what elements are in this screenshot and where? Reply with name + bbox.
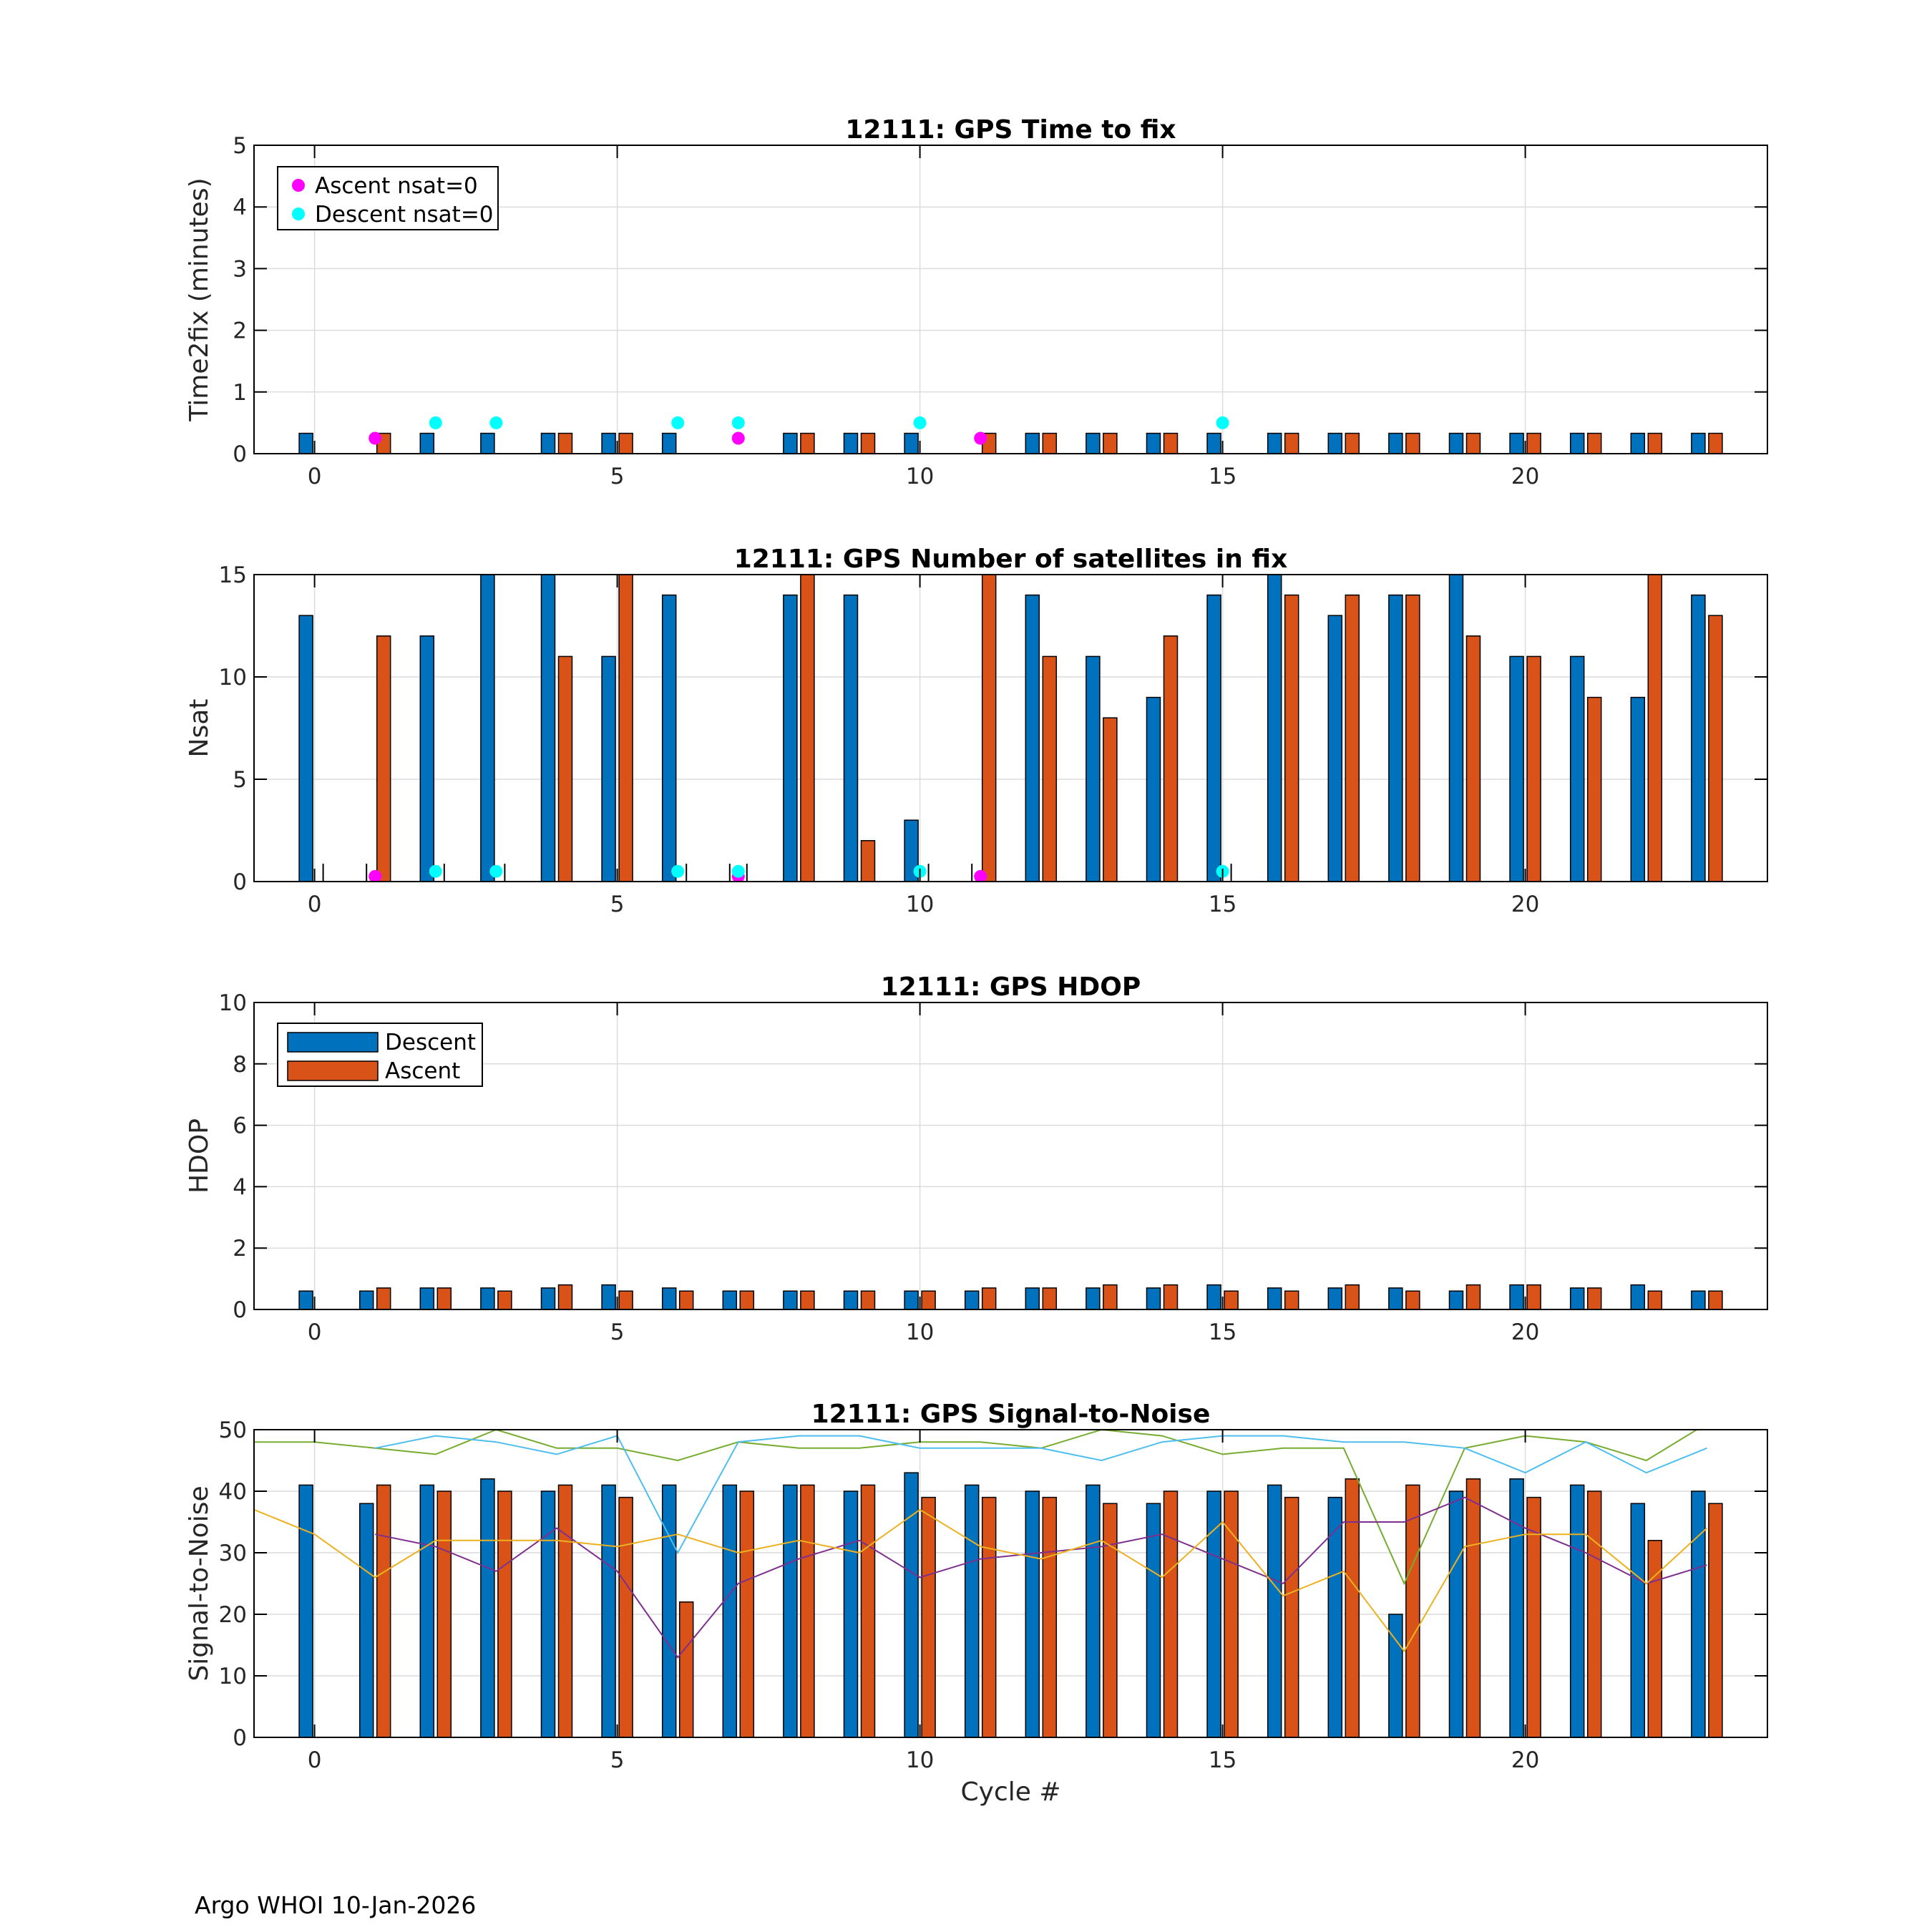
bar-descent-14	[1147, 1503, 1161, 1737]
bar-ascent-16	[1285, 1291, 1299, 1309]
bar-ascent-6	[680, 1291, 693, 1309]
bar-ascent-12	[1043, 434, 1056, 454]
y-axis-label: Nsat	[185, 698, 214, 758]
bar-ascent-17	[1345, 1285, 1359, 1309]
bar-ascent-13	[1103, 434, 1117, 454]
bar-descent-5	[602, 434, 615, 454]
legend-label: Ascent	[385, 1058, 461, 1084]
y-axis-label: Time2fix (minutes)	[185, 177, 214, 421]
legend	[278, 167, 498, 230]
bar-ascent-8	[801, 434, 814, 454]
bar-descent-7	[723, 1485, 736, 1737]
bar-ascent-2	[437, 1288, 451, 1309]
bar-descent-20	[1510, 656, 1523, 882]
legend	[278, 1023, 482, 1086]
bar-descent-9	[844, 1491, 858, 1737]
bar-descent-16	[1268, 575, 1282, 882]
bar-descent-4	[542, 1491, 555, 1737]
x-tick-label: 10	[905, 1747, 935, 1773]
bar-ascent-5	[619, 1498, 633, 1737]
bar-descent-19	[1450, 1291, 1463, 1309]
bar-descent-11	[965, 1485, 979, 1737]
y-tick-label: 10	[218, 1664, 247, 1689]
y-tick-label: 0	[233, 1297, 247, 1323]
x-tick-label: 0	[307, 1747, 322, 1773]
bar-descent-17	[1328, 434, 1342, 454]
bar-descent-13	[1086, 1485, 1100, 1737]
descent-nsat0-marker-7	[732, 416, 745, 429]
bar-descent-12	[1025, 1288, 1039, 1309]
x-tick-label: 15	[1208, 1747, 1237, 1773]
bar-ascent-15	[1224, 1491, 1238, 1737]
bar-ascent-16	[1285, 595, 1299, 882]
x-tick-label: 15	[1208, 1319, 1237, 1345]
bar-ascent-13	[1103, 718, 1117, 882]
bar-ascent-1	[377, 1288, 391, 1309]
bar-ascent-12	[1043, 1498, 1056, 1737]
bar-descent-8	[784, 1291, 797, 1309]
bar-ascent-23	[1709, 1291, 1722, 1309]
legend-swatch	[288, 1061, 378, 1080]
x-tick-label: 5	[610, 892, 625, 917]
chart-title: 12111: GPS Number of satellites in fix	[733, 545, 1288, 574]
bar-descent-4	[542, 434, 555, 454]
bar-descent-20	[1510, 434, 1523, 454]
bar-descent-2	[420, 1288, 434, 1309]
bar-descent-14	[1147, 698, 1161, 882]
bar-descent-3	[481, 1288, 494, 1309]
chart-3	[185, 972, 1767, 1345]
y-tick-label: 0	[233, 441, 247, 467]
bar-descent-21	[1571, 1485, 1584, 1737]
legend-marker	[292, 208, 305, 220]
y-tick-label: 5	[233, 767, 247, 793]
bar-ascent-1	[377, 636, 391, 882]
bar-descent-9	[844, 1291, 858, 1309]
bar-descent-9	[844, 434, 858, 454]
bar-descent-10	[904, 1291, 918, 1309]
bar-descent-8	[784, 434, 797, 454]
bar-descent-1	[360, 1503, 374, 1737]
bar-descent-16	[1268, 1485, 1282, 1737]
bar-descent-19	[1450, 575, 1463, 882]
bar-descent-10	[904, 434, 918, 454]
bar-ascent-17	[1345, 595, 1359, 882]
x-tick-label: 5	[610, 464, 625, 489]
chart-4	[185, 1400, 1767, 1807]
bar-descent-18	[1389, 1288, 1402, 1309]
bar-descent-12	[1025, 1491, 1039, 1737]
bar-descent-13	[1086, 434, 1100, 454]
chart-1	[185, 115, 1767, 489]
bar-ascent-4	[559, 656, 572, 882]
y-tick-label: 20	[218, 1602, 247, 1628]
bar-ascent-14	[1164, 1285, 1178, 1309]
bar-ascent-21	[1588, 698, 1601, 882]
bar-descent-22	[1631, 434, 1644, 454]
y-tick-label: 6	[233, 1113, 247, 1139]
bar-descent-14	[1147, 1288, 1161, 1309]
bar-ascent-20	[1527, 656, 1541, 882]
bar-descent-2	[420, 636, 434, 882]
y-tick-label: 1	[233, 379, 247, 406]
bar-ascent-9	[862, 1485, 875, 1737]
y-tick-label: 2	[233, 1236, 247, 1262]
y-tick-label: 10	[218, 665, 247, 691]
y-tick-label: 0	[233, 1725, 247, 1751]
bar-ascent-18	[1406, 434, 1420, 454]
chart-title: 12111: GPS HDOP	[880, 972, 1141, 1002]
x-tick-label: 20	[1511, 1319, 1540, 1345]
bar-ascent-8	[801, 1485, 814, 1737]
ascent-nsat0-marker-1	[369, 431, 381, 444]
bar-ascent-4	[559, 1285, 572, 1309]
bar-descent-15	[1207, 1491, 1221, 1737]
x-tick-label: 15	[1208, 464, 1237, 489]
bar-ascent-1	[377, 1485, 391, 1737]
bar-descent-21	[1571, 1288, 1584, 1309]
bar-descent-3	[481, 575, 494, 882]
x-tick-label: 0	[307, 464, 322, 489]
bar-descent-20	[1510, 1285, 1523, 1309]
bar-descent-6	[663, 1288, 676, 1309]
ascent-nsat0-marker-11	[974, 431, 987, 444]
bar-descent-19	[1450, 1491, 1463, 1737]
bar-ascent-23	[1709, 1503, 1722, 1737]
bar-ascent-12	[1043, 1288, 1056, 1309]
bar-ascent-16	[1285, 434, 1299, 454]
bar-descent-22	[1631, 1503, 1644, 1737]
bar-ascent-16	[1285, 1498, 1299, 1737]
bar-ascent-5	[619, 434, 633, 454]
bar-ascent-12	[1043, 656, 1056, 882]
bar-descent-21	[1571, 656, 1584, 882]
bar-ascent-20	[1527, 434, 1541, 454]
bar-descent-12	[1025, 434, 1039, 454]
descent-nsat0-marker-6	[671, 416, 684, 429]
bar-ascent-13	[1103, 1285, 1117, 1309]
bar-descent-16	[1268, 1288, 1282, 1309]
bar-ascent-11	[982, 1288, 996, 1309]
bar-ascent-9	[862, 841, 875, 882]
bar-ascent-17	[1345, 434, 1359, 454]
bar-ascent-3	[498, 1291, 512, 1309]
bar-descent-23	[1692, 1491, 1705, 1737]
bar-descent-13	[1086, 1288, 1100, 1309]
bar-descent-23	[1692, 434, 1705, 454]
bar-ascent-14	[1164, 636, 1178, 882]
bar-ascent-14	[1164, 434, 1178, 454]
bar-descent-2	[420, 1485, 434, 1737]
bar-descent-17	[1328, 615, 1342, 882]
descent-nsat0-marker-7	[732, 865, 745, 878]
y-tick-label: 4	[233, 195, 247, 221]
bar-ascent-21	[1588, 1491, 1601, 1737]
bar-ascent-9	[862, 1291, 875, 1309]
bar-descent-3	[481, 1479, 494, 1737]
legend-label: Ascent nsat=0	[315, 173, 478, 199]
legend-marker	[292, 179, 305, 192]
y-tick-label: 0	[233, 869, 247, 895]
bar-descent-13	[1086, 656, 1100, 882]
y-tick-label: 4	[233, 1174, 247, 1201]
bar-ascent-21	[1588, 434, 1601, 454]
legend-label: Descent nsat=0	[315, 202, 494, 228]
descent-nsat0-marker-3	[489, 865, 502, 878]
bar-ascent-10	[922, 1498, 935, 1737]
bar-descent-8	[784, 1485, 797, 1737]
y-tick-label: 15	[218, 562, 247, 588]
bar-descent-11	[965, 1291, 979, 1309]
bar-descent-12	[1025, 595, 1039, 882]
bar-descent-20	[1510, 1479, 1523, 1737]
bar-ascent-22	[1648, 434, 1662, 454]
x-tick-label: 0	[307, 892, 322, 917]
bar-descent-15	[1207, 434, 1221, 454]
bar-ascent-4	[559, 1485, 572, 1737]
bar-ascent-9	[862, 434, 875, 454]
bar-descent-21	[1571, 434, 1584, 454]
bar-descent-16	[1268, 434, 1282, 454]
bar-descent-6	[663, 1485, 676, 1737]
chart-title: 12111: GPS Signal-to-Noise	[811, 1400, 1211, 1429]
descent-nsat0-marker-3	[489, 416, 502, 429]
bar-descent-15	[1207, 1285, 1221, 1309]
bar-descent-8	[784, 595, 797, 882]
legend-swatch	[288, 1033, 378, 1052]
bar-ascent-8	[801, 1291, 814, 1309]
chart-2	[185, 545, 1767, 917]
bar-ascent-3	[498, 1491, 512, 1737]
bar-descent-0	[299, 1485, 313, 1737]
x-tick-label: 10	[905, 1319, 935, 1345]
x-tick-label: 20	[1511, 1747, 1540, 1773]
bar-descent-15	[1207, 595, 1221, 882]
bar-ascent-5	[619, 1291, 633, 1309]
y-tick-label: 50	[218, 1418, 247, 1443]
bar-ascent-5	[619, 575, 633, 882]
bar-ascent-18	[1406, 1291, 1420, 1309]
x-tick-label: 5	[610, 1747, 625, 1773]
bar-ascent-18	[1406, 1485, 1420, 1737]
x-tick-label: 0	[307, 1319, 322, 1345]
bar-descent-4	[542, 1288, 555, 1309]
bar-ascent-17	[1345, 1479, 1359, 1737]
bar-descent-3	[481, 434, 494, 454]
bar-ascent-23	[1709, 434, 1722, 454]
chart-title: 12111: GPS Time to fix	[845, 115, 1176, 145]
x-tick-label: 15	[1208, 892, 1237, 917]
bar-descent-2	[420, 434, 434, 454]
bar-ascent-13	[1103, 1503, 1117, 1737]
descent-nsat0-marker-6	[671, 865, 684, 878]
bar-ascent-22	[1648, 575, 1662, 882]
bar-ascent-7	[740, 1291, 753, 1309]
y-tick-label: 3	[233, 256, 247, 283]
bar-descent-6	[663, 595, 676, 882]
bar-descent-18	[1389, 595, 1402, 882]
bar-ascent-15	[1224, 1291, 1238, 1309]
bar-descent-22	[1631, 1285, 1644, 1309]
bar-descent-0	[299, 615, 313, 882]
x-tick-label: 20	[1511, 892, 1540, 917]
bar-descent-5	[602, 656, 615, 882]
bar-ascent-6	[680, 1602, 693, 1737]
bar-ascent-22	[1648, 1291, 1662, 1309]
y-tick-label: 2	[233, 318, 247, 344]
bar-ascent-20	[1527, 1285, 1541, 1309]
bar-descent-5	[602, 1285, 615, 1309]
bar-descent-1	[360, 1291, 374, 1309]
bar-ascent-10	[922, 1291, 935, 1309]
bar-descent-22	[1631, 698, 1644, 882]
bar-descent-23	[1692, 595, 1705, 882]
bar-descent-4	[542, 575, 555, 882]
bar-ascent-14	[1164, 1491, 1178, 1737]
descent-nsat0-marker-15	[1216, 416, 1229, 429]
bar-ascent-22	[1648, 1541, 1662, 1737]
x-tick-label: 5	[610, 1319, 625, 1345]
bar-ascent-19	[1467, 434, 1480, 454]
bar-ascent-2	[437, 1491, 451, 1737]
y-tick-label: 40	[218, 1479, 247, 1505]
bar-descent-17	[1328, 1288, 1342, 1309]
bar-descent-7	[723, 1291, 736, 1309]
bar-ascent-18	[1406, 595, 1420, 882]
bar-descent-5	[602, 1485, 615, 1737]
bar-descent-0	[299, 434, 313, 454]
bar-ascent-23	[1709, 615, 1722, 882]
x-tick-label: 20	[1511, 464, 1540, 489]
descent-nsat0-marker-2	[429, 416, 442, 429]
bar-descent-19	[1450, 434, 1463, 454]
y-axis-label: HDOP	[185, 1118, 214, 1194]
bar-descent-23	[1692, 1291, 1705, 1309]
x-axis-label: Cycle #	[960, 1777, 1061, 1807]
x-tick-label: 10	[905, 464, 935, 489]
bar-descent-9	[844, 595, 858, 882]
y-tick-label: 10	[218, 990, 247, 1016]
legend-label: Descent	[385, 1030, 477, 1055]
bar-descent-6	[663, 434, 676, 454]
bar-ascent-11	[982, 1498, 996, 1737]
bar-ascent-19	[1467, 636, 1480, 882]
bar-ascent-11	[982, 575, 996, 882]
y-tick-label: 5	[233, 133, 247, 159]
y-tick-label: 8	[233, 1051, 247, 1078]
bar-ascent-19	[1467, 1479, 1480, 1737]
bar-ascent-8	[801, 575, 814, 882]
bar-descent-0	[299, 1291, 313, 1309]
x-tick-label: 10	[905, 892, 935, 917]
descent-nsat0-marker-10	[914, 416, 927, 429]
bar-descent-14	[1147, 434, 1161, 454]
bar-ascent-4	[559, 434, 572, 454]
descent-nsat0-marker-2	[429, 865, 442, 878]
bar-ascent-7	[740, 1491, 753, 1737]
bar-ascent-19	[1467, 1285, 1480, 1309]
ascent-nsat0-marker-7	[732, 431, 745, 444]
bar-descent-18	[1389, 434, 1402, 454]
y-tick-label: 30	[218, 1541, 247, 1566]
bar-descent-17	[1328, 1498, 1342, 1737]
bar-ascent-21	[1588, 1288, 1601, 1309]
y-axis-label: Signal-to-Noise	[185, 1485, 214, 1682]
footer-text: Argo WHOI 10-Jan-2026	[195, 1891, 477, 1919]
